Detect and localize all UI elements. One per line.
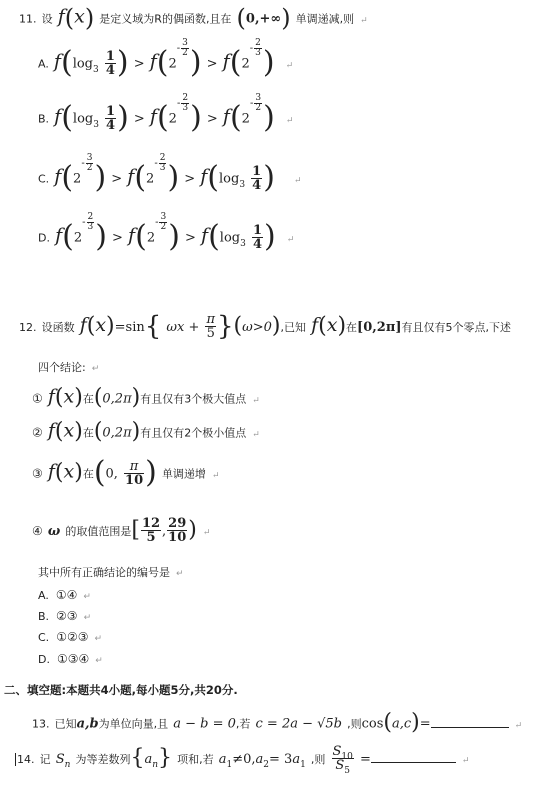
- q12-number: 12.: [19, 321, 37, 334]
- q12-choice-c: C. ①②③ ↵: [38, 630, 103, 644]
- q12-choice-d: D. ①③④ ↵: [38, 652, 103, 666]
- q12-stem: 12. 设函数 f(x)=sin{ ωx + $\frac{\pi}{5}$ }(ω>0),已知 f(x)在[0,2π]有且仅有5个零点,下述: [19, 311, 511, 342]
- q14-question: 14. 记 $S_n$ 为等差数列$\{a_n\}$ 项和,若 $a_1\ne 0,a_2= 3a_1$ ,则 $\frac{S_{10}}{S_5}$ = ↵: [17, 744, 470, 776]
- q14-number: 14.: [17, 753, 35, 766]
- q11-option-b: B. $f(\log_3$ $\frac{1}{4}$ ) > f(2- $\frac{2}{3}$ ) > f(2- $\frac{3}{2}$ ) ↵: [38, 93, 294, 135]
- text-cursor: [15, 753, 16, 766]
- q12-conclusion-4: ④ ω 的取值范围是[ $\frac{12}{5}$ , $\frac{29}{10}$ ) ↵: [32, 516, 211, 545]
- q12-correct-prompt: 其中所有正确结论的编号是 ↵: [38, 566, 184, 579]
- q12-four-conclusions: 四个结论: ↵: [38, 361, 100, 374]
- q13-answer-blank[interactable]: [431, 727, 509, 728]
- q11-option-d: D. f(2- $\frac{2}{3}$ ) > f(2- $\frac{3}{2}$ ) > $f(\log_3$ $\frac{1}{4}$ ) ↵: [38, 212, 295, 254]
- q11-interval: 0,+∞: [245, 11, 282, 27]
- q12-conclusion-2: ② f(x)在(0,2π)有且仅有2个极小值点 ↵: [32, 419, 260, 444]
- q11-option-a: A. $f(\log_3$ $\frac{1}{4}$ ) > f(2- $\frac{3}{2}$ ) > f(2- $\frac{2}{3}$ ) ↵: [38, 38, 294, 80]
- q12-choice-a: A. ①④ ↵: [38, 588, 91, 602]
- q11-intro: 设: [41, 12, 53, 26]
- q13-number: 13.: [32, 717, 50, 731]
- q14-answer-blank[interactable]: [371, 762, 456, 763]
- section-heading: 二、填空题:本题共4小题,每小题5分,共20分.: [4, 683, 238, 697]
- q11-number: 11.: [19, 12, 37, 26]
- q12-conclusion-1: ① f(x)在(0,2π)有且仅有3个极大值点 ↵: [32, 385, 260, 410]
- q13-question: 13. 已知a,b为单位向量,且 a − b = 0,若 c = 2a − √5b ,则cos(a,c)= ↵: [32, 710, 523, 735]
- q12-conclusion-3: ③ f(x)在(0, $\frac{\pi}{10}$ ) 单调递增 ↵: [32, 455, 220, 490]
- q12-interval: [0,2π]: [357, 320, 402, 335]
- q11-stem: 11. 设 f(x) 是定义域为R的偶函数,且在 (0,+∞) 单调递减,则 ↵: [19, 4, 368, 32]
- q11-option-c: C. f(2- $\frac{3}{2}$ ) > f(2- $\frac{2}{3}$ ) > $f(\log_3$ $\frac{1}{4}$ ) ↵: [38, 153, 302, 195]
- q12-choice-b: B. ②③ ↵: [38, 609, 92, 623]
